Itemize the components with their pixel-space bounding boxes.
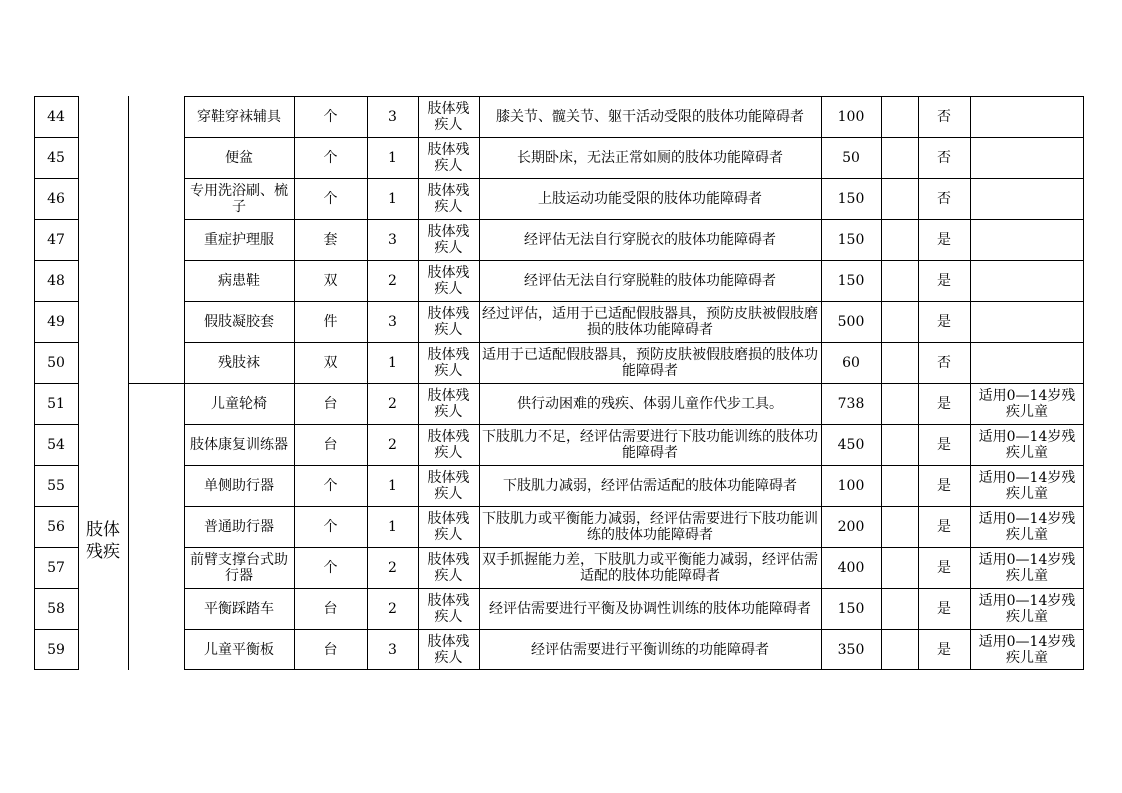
row-number: 49 [47,314,65,330]
row-number: 56 [47,519,65,535]
flag: 是 [937,519,951,535]
extra-cell [881,548,918,588]
item-name-cell [184,384,294,424]
note: 适用0—14岁残疾儿童 [978,429,1076,461]
target-group-cell [418,261,479,301]
quantity: 1 [388,150,397,166]
eligibility-condition: 经评估需要进行平衡训练的功能障碍者 [531,642,769,658]
eligibility-condition: 下肢肌力或平衡能力减弱，经评估需要进行下肢功能训练的肢体功能障碍者 [482,511,818,543]
eligibility-condition: 双手抓握能力差，下肢肌力或平衡能力减弱，经评估需适配的肢体功能障碍者 [482,552,818,584]
target-group: 肢体残疾人 [427,183,470,215]
item-name: 便盆 [225,150,253,166]
row-number-cell [34,179,78,219]
row-number: 51 [47,396,65,412]
price: 150 [837,232,865,248]
quantity-cell [367,138,418,178]
unit: 台 [323,601,338,617]
row-number-cell [34,507,78,547]
quantity-cell [367,630,418,670]
quantity: 3 [388,314,397,330]
row-number: 44 [47,109,65,125]
extra-cell [881,138,918,178]
category-cell [78,506,128,576]
eligibility-condition-cell [479,302,821,342]
price: 200 [837,519,865,535]
flag-cell [918,425,970,465]
note-cell [970,466,1084,506]
row-number: 57 [47,560,65,576]
item-name-cell [184,507,294,547]
row-number-cell [34,97,78,137]
eligibility-condition-cell [479,548,821,588]
unit-cell [294,97,367,137]
item-name: 普通助行器 [204,519,274,535]
price: 150 [837,191,865,207]
unit: 个 [323,478,338,494]
quantity-cell [367,548,418,588]
flag: 是 [937,314,951,330]
target-group: 肢体残疾人 [427,552,470,584]
target-group-cell [418,179,479,219]
item-name: 专用洗浴刷、梳子 [190,183,288,215]
unit: 双 [323,355,338,371]
price-cell [821,384,881,424]
item-name: 儿童平衡板 [204,642,274,658]
price: 738 [837,396,865,412]
unit-cell [294,507,367,547]
price-cell [821,261,881,301]
target-group-cell [418,507,479,547]
flag: 是 [937,396,951,412]
flag-cell [918,97,970,137]
item-name: 病患鞋 [218,273,260,289]
item-name: 残肢袜 [218,355,260,371]
item-name-cell [184,548,294,588]
flag-cell [918,343,970,383]
eligibility-condition-cell [479,220,821,260]
row-number-cell [34,425,78,465]
eligibility-condition: 下肢肌力减弱，经评估需适配的肢体功能障碍者 [503,478,797,494]
quantity: 2 [388,273,397,289]
target-group-cell [418,138,479,178]
unit: 个 [323,560,338,576]
eligibility-condition: 适用于已适配假肢器具，预防皮肤被假肢磨损的肢体功能障碍者 [482,347,818,379]
row-number-cell [34,343,78,383]
eligibility-condition-cell [479,138,821,178]
note-cell [970,138,1084,178]
note-cell [970,343,1084,383]
item-name: 前臂支撑台式助行器 [190,552,288,584]
extra-cell [881,179,918,219]
row-number: 46 [47,191,65,207]
flag-cell [918,466,970,506]
flag-cell [918,384,970,424]
price-cell [821,548,881,588]
target-group: 肢体残疾人 [427,101,470,133]
item-name-cell [184,97,294,137]
device-list-table [34,96,1084,670]
target-group: 肢体残疾人 [427,224,470,256]
price: 400 [837,560,865,576]
target-group: 肢体残疾人 [427,470,470,502]
row-number: 50 [47,355,65,371]
price: 150 [837,601,865,617]
flag: 是 [937,273,951,289]
item-name-cell [184,589,294,629]
unit-cell [294,630,367,670]
item-name: 穿鞋穿袜辅具 [197,109,281,125]
quantity: 2 [388,396,397,412]
price: 500 [837,314,865,330]
price: 450 [837,437,865,453]
target-group-cell [418,548,479,588]
note: 适用0—14岁残疾儿童 [978,593,1076,625]
quantity: 1 [388,355,397,371]
unit-cell [294,343,367,383]
item-name: 重症护理服 [204,232,274,248]
row-number-cell [34,302,78,342]
quantity: 2 [388,560,397,576]
quantity-cell [367,589,418,629]
unit: 台 [323,396,338,412]
note-cell [970,384,1084,424]
quantity-cell [367,97,418,137]
target-group-cell [418,425,479,465]
quantity-cell [367,507,418,547]
price-cell [821,97,881,137]
flag: 是 [937,478,951,494]
eligibility-condition-cell [479,261,821,301]
flag: 否 [937,355,951,371]
price-cell [821,630,881,670]
note: 适用0—14岁残疾儿童 [978,511,1076,543]
flag: 否 [937,150,951,166]
target-group: 肢体残疾人 [427,142,470,174]
price-cell [821,466,881,506]
quantity-cell [367,179,418,219]
target-group: 肢体残疾人 [427,347,470,379]
item-name: 单侧助行器 [204,478,274,494]
item-name-cell [184,630,294,670]
flag-cell [918,138,970,178]
eligibility-condition-cell [479,466,821,506]
item-name-cell [184,343,294,383]
row-number-cell [34,220,78,260]
quantity: 1 [388,519,397,535]
row-number-cell [34,384,78,424]
price-cell [821,179,881,219]
row-number: 58 [47,601,65,617]
target-group-cell [418,302,479,342]
item-name-cell [184,220,294,260]
flag-cell [918,179,970,219]
flag-cell [918,507,970,547]
price: 100 [837,478,865,494]
flag-cell [918,630,970,670]
unit: 双 [323,273,338,289]
eligibility-condition: 长期卧床，无法正常如厕的肢体功能障碍者 [517,150,783,166]
quantity-cell [367,302,418,342]
eligibility-condition: 经评估需要进行平衡及协调性训练的肢体功能障碍者 [489,601,811,617]
extra-cell [881,302,918,342]
row-number: 59 [47,642,65,658]
note-cell [970,261,1084,301]
row-number-cell [34,548,78,588]
target-group: 肢体残疾人 [427,265,470,297]
unit: 个 [323,109,338,125]
extra-cell [881,384,918,424]
note: 适用0—14岁残疾儿童 [978,552,1076,584]
price: 150 [837,273,865,289]
unit: 个 [323,191,338,207]
price-cell [821,302,881,342]
price-cell [821,138,881,178]
extra-cell [881,425,918,465]
flag: 否 [937,191,951,207]
note-cell [970,507,1084,547]
quantity-cell [367,425,418,465]
target-group: 肢体残疾人 [427,634,470,666]
flag: 否 [937,109,951,125]
unit: 套 [323,232,338,248]
target-group: 肢体残疾人 [427,593,470,625]
item-name-cell [184,425,294,465]
eligibility-condition: 经过评估，适用于已适配假肢器具，预防皮肤被假肢磨损的肢体功能障碍者 [482,306,818,338]
unit-cell [294,261,367,301]
eligibility-condition-cell [479,589,821,629]
row-number-cell [34,138,78,178]
quantity: 1 [388,478,397,494]
target-group: 肢体残疾人 [427,388,470,420]
quantity: 2 [388,437,397,453]
row-number: 54 [47,437,65,453]
eligibility-condition-cell [479,343,821,383]
flag-cell [918,302,970,342]
eligibility-condition: 膝关节、髋关节、躯干活动受限的肢体功能障碍者 [496,109,804,125]
subgroup-hline [128,383,184,384]
item-name-cell [184,179,294,219]
row-number-cell [34,589,78,629]
row-number-cell [34,466,78,506]
price-cell [821,425,881,465]
row-number-cell [34,630,78,670]
item-name: 假肢凝胶套 [204,314,274,330]
unit-cell [294,548,367,588]
flag-cell [918,548,970,588]
eligibility-condition-cell [479,630,821,670]
flag: 是 [937,437,951,453]
note-cell [970,302,1084,342]
flag: 是 [937,642,951,658]
quantity-cell [367,466,418,506]
grid-vline [78,96,79,670]
unit-cell [294,302,367,342]
extra-cell [881,343,918,383]
target-group-cell [418,630,479,670]
eligibility-condition: 下肢肌力不足，经评估需要进行下肢功能训练的肢体功能障碍者 [482,429,818,461]
row-number: 47 [47,232,65,248]
item-name: 平衡踩踏车 [204,601,274,617]
extra-cell [881,466,918,506]
unit-cell [294,466,367,506]
unit: 台 [323,437,338,453]
flag-cell [918,220,970,260]
flag: 是 [937,601,951,617]
extra-cell [881,507,918,547]
flag: 是 [937,560,951,576]
unit: 个 [323,519,338,535]
quantity-cell [367,220,418,260]
note-cell [970,179,1084,219]
unit-cell [294,179,367,219]
price-cell [821,343,881,383]
extra-cell [881,630,918,670]
item-name: 儿童轮椅 [211,396,267,412]
note: 适用0—14岁残疾儿童 [978,388,1076,420]
target-group: 肢体残疾人 [427,306,470,338]
quantity: 3 [388,642,397,658]
price: 350 [837,642,865,658]
row-number: 45 [47,150,65,166]
item-name-cell [184,138,294,178]
item-name: 肢体康复训练器 [190,437,288,453]
quantity-cell [367,384,418,424]
target-group-cell [418,220,479,260]
category-line-1: 肢体 [86,520,120,540]
price: 60 [842,355,860,371]
note-cell [970,589,1084,629]
unit-cell [294,425,367,465]
eligibility-condition: 经评估无法自行穿脱衣的肢体功能障碍者 [524,232,776,248]
note: 适用0—14岁残疾儿童 [978,634,1076,666]
quantity: 3 [388,232,397,248]
unit: 个 [323,150,338,166]
quantity: 3 [388,109,397,125]
target-group: 肢体残疾人 [427,429,470,461]
quantity-cell [367,261,418,301]
row-number: 48 [47,273,65,289]
eligibility-condition: 上肢运动功能受限的肢体功能障碍者 [538,191,762,207]
price-cell [821,507,881,547]
unit-cell [294,220,367,260]
extra-cell [881,97,918,137]
target-group-cell [418,384,479,424]
item-name-cell [184,302,294,342]
eligibility-condition-cell [479,425,821,465]
eligibility-condition: 经评估无法自行穿脱鞋的肢体功能障碍者 [524,273,776,289]
unit-cell [294,589,367,629]
eligibility-condition: 供行动困难的残疾、体弱儿童作代步工具。 [517,396,783,412]
eligibility-condition-cell [479,384,821,424]
extra-cell [881,261,918,301]
note: 适用0—14岁残疾儿童 [978,470,1076,502]
row-number: 55 [47,478,65,494]
row-number-cell [34,261,78,301]
eligibility-condition-cell [479,507,821,547]
unit-cell [294,138,367,178]
flag-cell [918,261,970,301]
note-cell [970,548,1084,588]
extra-cell [881,220,918,260]
flag: 是 [937,232,951,248]
flag-cell [918,589,970,629]
eligibility-condition-cell [479,97,821,137]
unit: 件 [323,314,338,330]
note-cell [970,97,1084,137]
price-cell [821,220,881,260]
quantity: 1 [388,191,397,207]
unit-cell [294,384,367,424]
target-group-cell [418,97,479,137]
eligibility-condition-cell [479,179,821,219]
price-cell [821,589,881,629]
target-group-cell [418,466,479,506]
target-group: 肢体残疾人 [427,511,470,543]
target-group-cell [418,589,479,629]
target-group-cell [418,343,479,383]
price: 50 [842,150,860,166]
quantity: 2 [388,601,397,617]
note-cell [970,630,1084,670]
extra-cell [881,589,918,629]
unit: 台 [323,642,338,658]
category-line-2: 残疾 [86,542,120,562]
note-cell [970,220,1084,260]
note-cell [970,425,1084,465]
price: 100 [837,109,865,125]
item-name-cell [184,466,294,506]
item-name-cell [184,261,294,301]
quantity-cell [367,343,418,383]
